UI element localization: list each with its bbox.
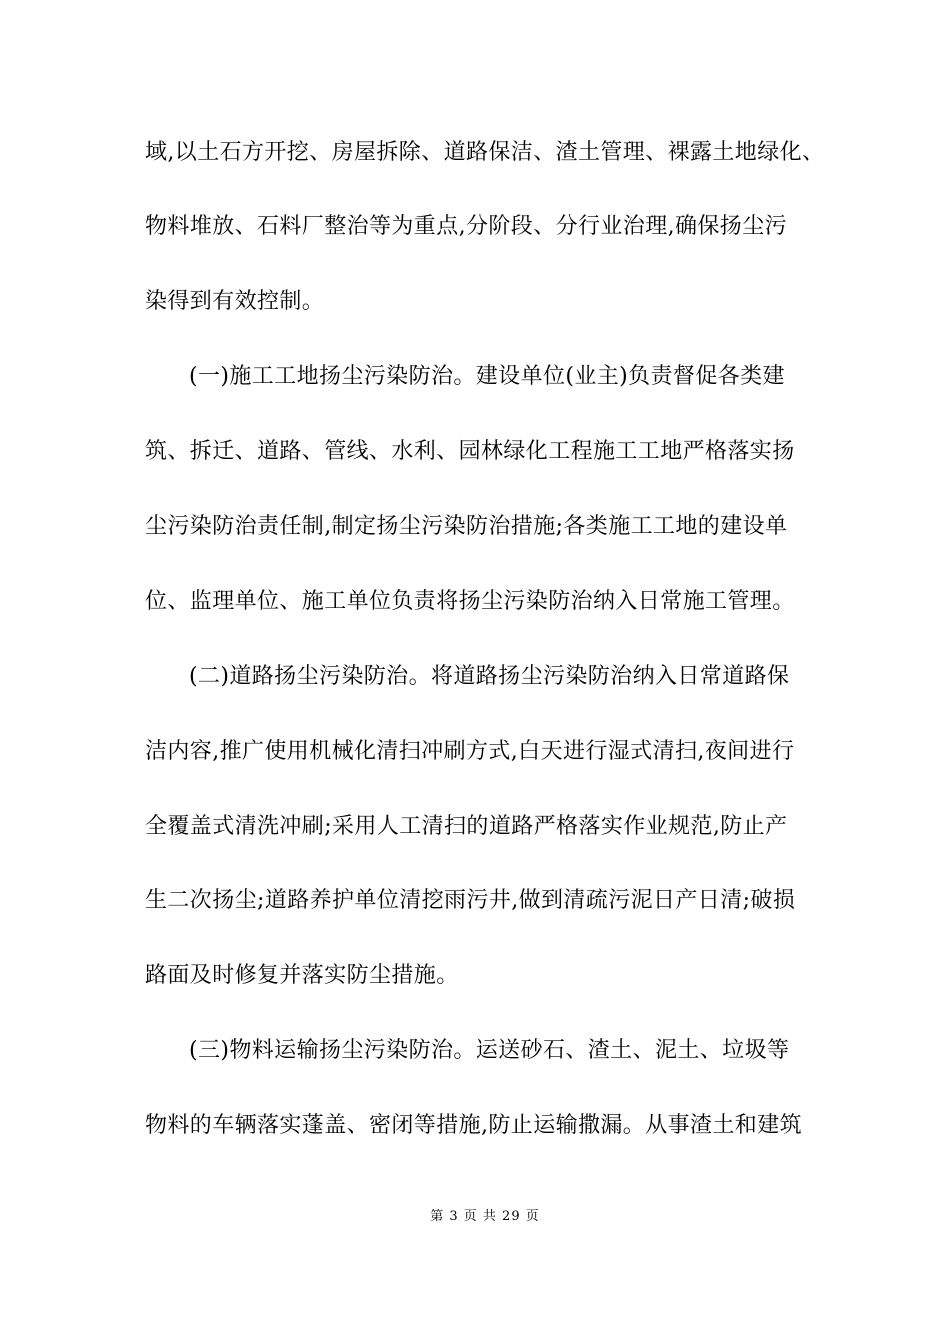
text-line: 路面及时修复并落实防尘措施。 [145,963,459,988]
text-line: 物料的车辆落实蓬盖、密闭等措施,防止运输撒漏。从事渣土和建筑 [145,1113,802,1138]
paragraph-heading-line: (二)道路扬尘污染防治。将道路扬尘污染防治纳入日常道路保 [189,664,790,689]
text-line: 全覆盖式清洗冲刷;采用人工清扫的道路严格落实作业规范,防止产 [145,814,788,839]
text-line: 域,以土石方开挖、房屋拆除、道路保洁、渣土管理、裸露土地绿化、 [145,140,825,165]
text-line: 洁内容,推广使用机械化清扫冲刷方式,白天进行湿式清扫,夜间进行 [145,739,795,764]
page-number-footer: 第 3 页 共 29 页 [430,1209,540,1224]
paragraph-heading-line: (一)施工工地扬尘污染防治。建设单位(业主)负责督促各类建 [189,364,785,389]
text-line: 染得到有效控制。 [145,289,325,314]
text-line: 尘污染防治责任制,制定扬尘污染防治措施;各类施工工地的建设单 [145,514,788,539]
text-line: 生二次扬尘;道路养护单位清挖雨污井,做到清疏污泥日产日清;破损 [145,888,796,913]
text-line: 筑、拆迁、道路、管线、水利、园林绿化工程施工工地严格落实扬 [145,439,795,464]
paragraph-heading-line: (三)物料运输扬尘污染防治。运送砂石、渣土、泥土、垃圾等 [189,1038,790,1063]
text-line: 位、监理单位、施工单位负责将扬尘污染防治纳入日常施工管理。 [145,589,795,614]
text-line: 物料堆放、石料厂整治等为重点,分阶段、分行业治理,确保扬尘污 [145,214,787,239]
